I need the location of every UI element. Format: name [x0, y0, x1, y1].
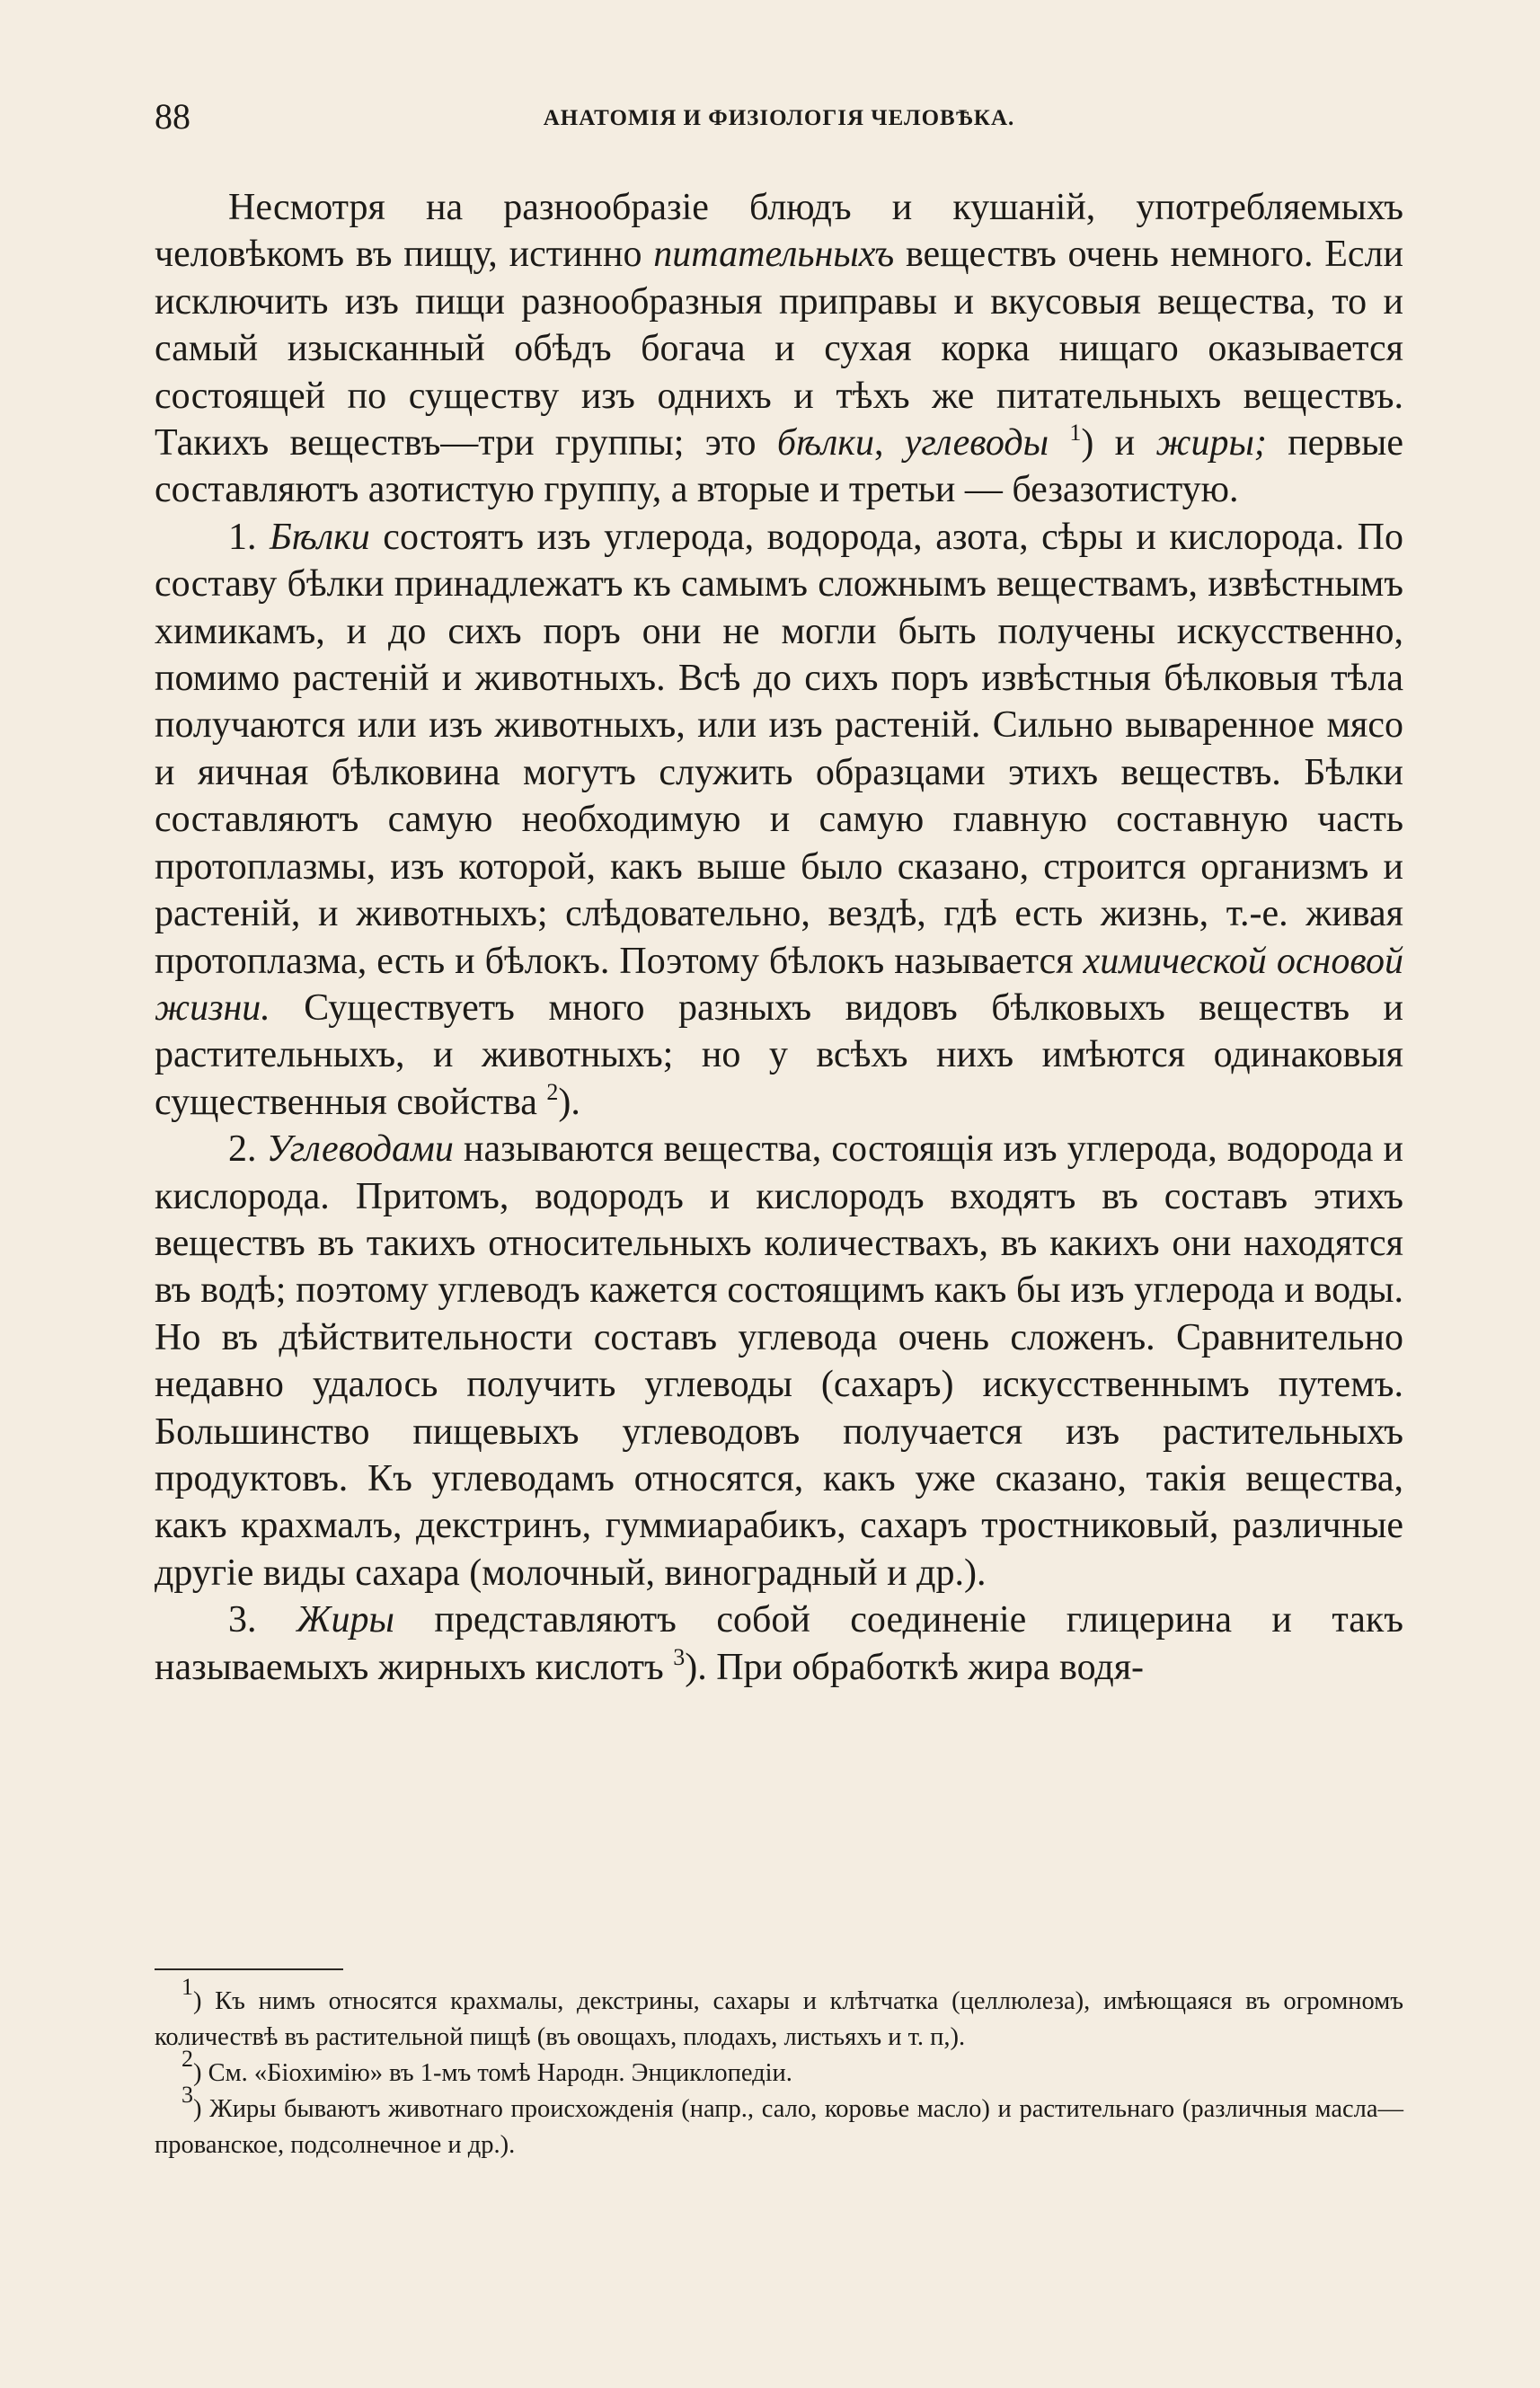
text-run: , [873, 422, 905, 464]
page-header [155, 95, 1403, 149]
running-title: АНАТОМІЯ И ФИЗІОЛОГІЯ ЧЕЛОВѢКА. [543, 106, 1015, 130]
footnote-marker: 3 [673, 1643, 686, 1670]
italic-term: Углеводами [266, 1128, 454, 1171]
footnote-text: ) Къ нимъ относятся крахмалы, декстрины, сахары и клѣтчатка (целлюлеза), имѣющаяся въ огромномъ количествѣ въ растительной пищѣ (въ овощахъ, плодахъ, листьяхъ и т. п,). [155, 1987, 1403, 2051]
intro-paragraph [155, 184, 1403, 514]
text-run: состоятъ изъ углерода, водорода, азота, сѣры и кислорода. По составу бѣлки принадлежатъ къ самымъ сложнымъ веществамъ, извѣстнымъ химикамъ, и до сихъ поръ они не могли быть получены искусственно, помимо растеній и животныхъ. Всѣ до сихъ поръ извѣстныя бѣлковыя тѣла получаются или изъ животныхъ, или изъ растеній. Сильно вываренное мясо и яичная бѣлковина могутъ служить образцами этихъ веществъ. Бѣлки составляютъ самую необходимую и самую главную составную часть протоплазмы, изъ которой, какъ выше было сказано, строится организмъ и растеній, и животныхъ; слѣдовательно, вездѣ, гдѣ есть жизнь, т.-е. живая протоплазма, есть и бѣлокъ. Поэтому бѣлокъ называется [155, 516, 1404, 982]
italic-term: Жиры [296, 1599, 394, 1641]
italic-term: химической основой жизни. [155, 940, 1403, 1029]
text-run: веществъ очень немного. Если исключить изъ пищи разнообразныя приправы и вкусовыя вещества, то и самый изысканный обѣдъ богача и сухая корка нищаго оказывается состоящей по существу изъ однихъ и тѣхъ же питательныхъ веществъ. Такихъ веществъ—три группы; это [155, 234, 1403, 464]
italic-term: бѣлки [776, 422, 874, 464]
footnote-1 [155, 1974, 1403, 2056]
footnote-marker: 1 [1069, 420, 1082, 447]
footnote-mark: 1 [181, 1974, 193, 2000]
section-number: 2. [228, 1128, 267, 1171]
text-run: Существуетъ много разныхъ видовъ бѣлковыхъ веществъ и растительныхъ, и животныхъ; но у всѣхъ нихъ имѣются одинаковыя существенныя свойства [155, 986, 1403, 1123]
text-run: называются вещества, состоящія изъ углерода, водорода и кислорода. Притомъ, водородъ и кислородъ входятъ въ составъ этихъ веществъ въ такихъ относительныхъ количествахъ, въ какихъ они находятся въ водѣ; поэтому углеводъ кажется состоящимъ какъ бы изъ углерода и воды. Но въ дѣйствительности составъ углевода очень сложенъ. Сравнительно недавно удалось получить углеводы (сахаръ) искусственнымъ путемъ. Большинство пищевыхъ углеводовъ получается изъ растительныхъ продуктовъ. Къ углеводамъ относятся, какъ уже сказано, такія вещества, какъ крахмалъ, декстринъ, гуммиарабикъ, сахаръ тростниковый, различные другіе виды сахара (молочный, виноградный и др.). [155, 1128, 1403, 1594]
footnote-divider [155, 1968, 343, 1970]
fats-paragraph [155, 1596, 1403, 1691]
footnote-2 [155, 2046, 1403, 2092]
proteins-paragraph [155, 514, 1403, 1126]
text-run: Несмотря на разнообразіе блюдъ и кушаній, употребляемыхъ человѣкомъ въ пищу, истинно [155, 187, 1403, 276]
section-number: 3. [228, 1599, 296, 1641]
italic-term: питательныхъ [653, 234, 895, 276]
italic-term: Бѣлки [270, 516, 370, 558]
page-number: 88 [155, 96, 190, 137]
footnote-mark: 2 [181, 2046, 193, 2072]
footnote-mark: 3 [181, 2082, 193, 2108]
section-number: 1. [228, 516, 270, 558]
footnotes [155, 1974, 1403, 2163]
text-run: ) и [1081, 422, 1156, 464]
text-run: ). При обработкѣ жира водя- [685, 1646, 1145, 1688]
text-run: ). [558, 1081, 580, 1123]
carbohydrates-paragraph [155, 1126, 1403, 1596]
italic-term: жиры; [1155, 422, 1267, 464]
text-run: представляютъ собой соединеніе глицерина и такъ называемыхъ жирныхъ кислотъ [155, 1599, 1404, 1688]
footnote-text: ) См. «Біохимію» въ 1-мъ томѣ Народн. Энциклопедіи. [193, 2059, 792, 2087]
text-run: первые составляютъ азотистую группу, а вторые и третьи — безазотистую. [155, 422, 1404, 511]
footnote-text: ) Жиры бываютъ животнаго происхожденія (напр., сало, коровье масло) и растительнаго (различныя масла—прованское, подсолнечное и др.). [155, 2095, 1403, 2159]
italic-term: углеводы [904, 422, 1049, 464]
main-text [155, 184, 1403, 1691]
footnote-marker: 2 [546, 1078, 559, 1105]
footnote-3 [155, 2082, 1403, 2163]
